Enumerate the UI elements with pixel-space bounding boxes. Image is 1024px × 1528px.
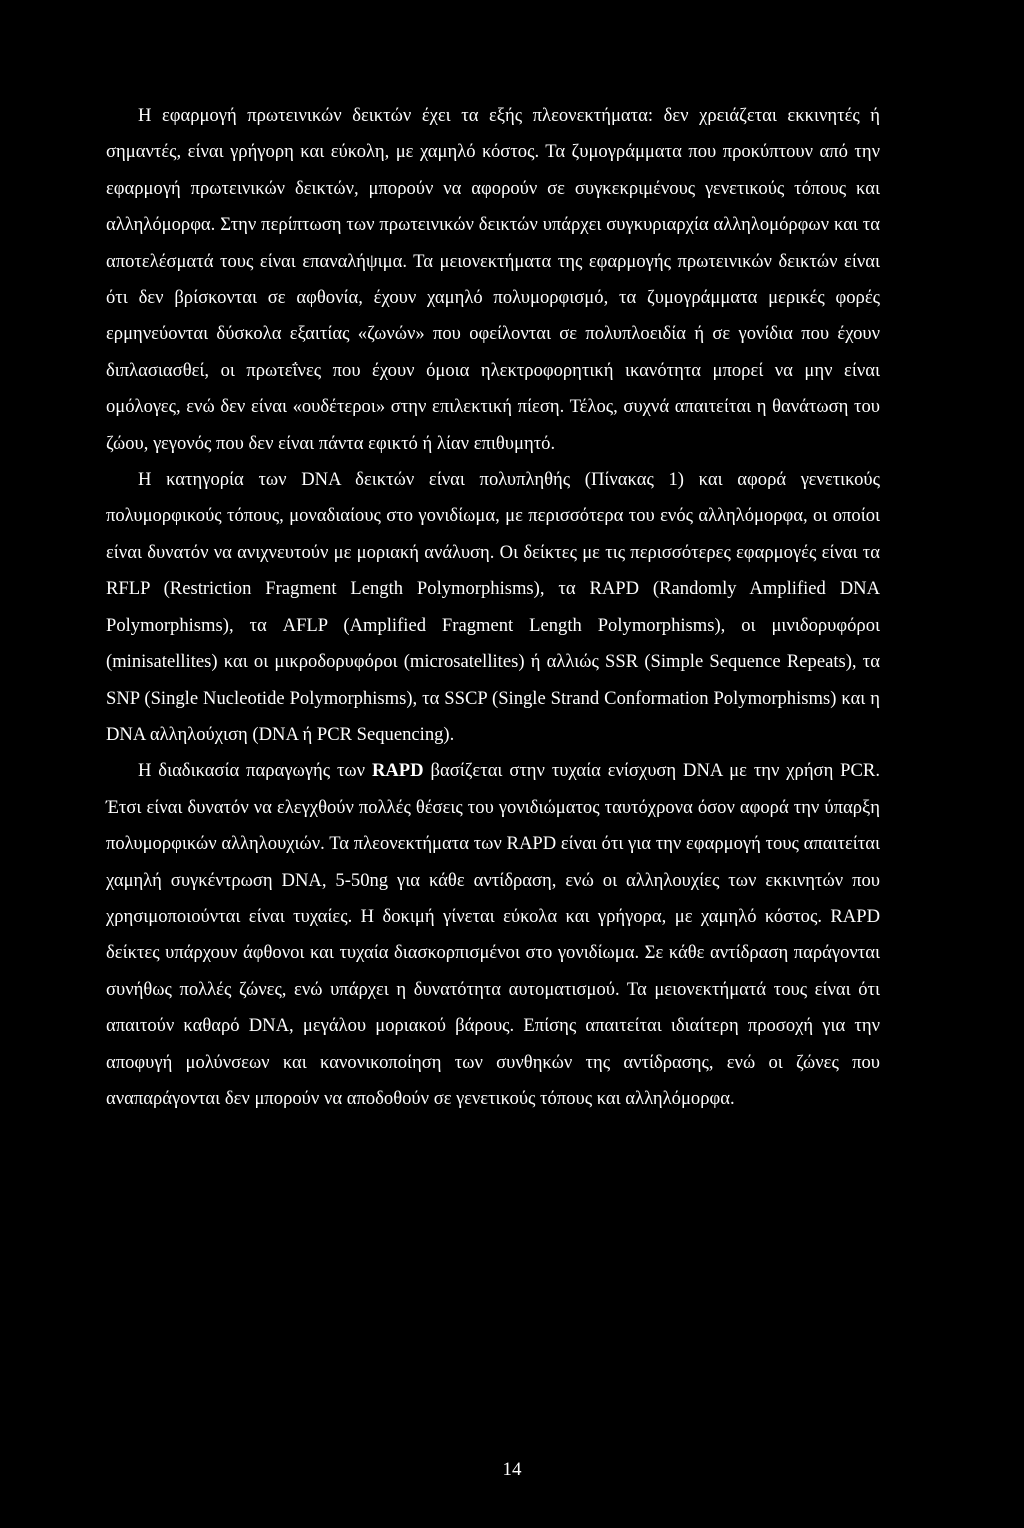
paragraph-protein-markers: Η εφαρμογή πρωτεινικών δεικτών έχει τα εξής πλεονεκτήματα: δεν χρειάζεται εκκινητές ή σημαντές, είναι γρήγορη και εύκολη, με χαμηλό κόστος. Τα ζυμογράμματα που προκύπτουν από την εφαρμογή πρωτεινικών δεικτών, μπορούν να αφορούν σε συγκεκριμένους γενετικούς τόπους και αλληλόμορφα. Στην περίπτωση των πρωτεινικών δεικτών υπάρχει συγκυριαρχία αλληλομόρφων και τα αποτελέσματά τους είναι επαναλήψιμα. Τα μειονεκτήματα της εφαρμογής πρωτεινικών δεικτών είναι ότι δεν βρίσκονται σε αφθονία, έχουν χαμηλό πολυμορφισμό, τα ζυμογράμματα μερικές φορές ερμηνεύονται δύσκολα εξαιτίας «ζωνών» που οφείλονται σε πολυπλοειδία ή σε γονίδια που έχουν διπλασιασθεί, οι πρωτεΐνες που έχουν όμοια ηλεκτροφορητική ικανότητα μπορεί να μην είναι ομόλογες, ενώ δεν είναι «ουδέτεροι» στην επιλεκτική πίεση. Τέλος, συχνά απαιτείται η θανάτωση του ζώου, γεγονός που δεν είναι πάντα εφικτό ή λίαν επιθυμητό. [106, 105, 880, 454]
rapd-intro-text: Η διαδικασία παραγωγής των [138, 760, 372, 782]
page-number: 14 [502, 1459, 522, 1480]
document-body [106, 98, 880, 1117]
paragraph-dna-markers: Η κατηγορία των DNA δεικτών είναι πολυπληθής (Πίνακας 1) και αφορά γενετικούς πολυμορφικούς τόπους, μοναδιαίους στο γονιδίωμα, με περισσότερα του ενός αλληλόμορφα, οι οποίοι είναι δυνατόν να ανιχνευτούν με μοριακή ανάλυση. Οι δείκτες με τις περισσότερες εφαρμογές είναι τα RFLP (Restriction Fragment Length Polymorphisms), τα RAPD (Randomly Amplified DNA Polymorphisms), τα AFLP (Amplified Fragment Length Polymorphisms), οι μινιδορυφόροι (minisatellites) και οι μικροδορυφόροι (microsatellites) ή αλλιώς SSR (Simple Sequence Repeats), τα SNP (Single Nucleotide Polymorphisms), τα SSCP (Single Strand Conformation Polymorphisms) και η DNA αλληλούχιση (DNA ή PCR Sequencing). [106, 469, 880, 745]
rapd-bold-term: RAPD [371, 760, 424, 782]
paragraph-rapd [106, 753, 880, 1117]
rapd-body-text: βασίζεται στην τυχαία ενίσχυση DNA με την χρήση PCR. Έτσι είναι δυνατόν να ελεγχθούν πολλές θέσεις του γονιδιώματος ταυτόχρονα όσον αφορά την ύπαρξη πολυμορφικών αλληλουχιών. Τα πλεονεκτήματα των RAPD είναι ότι για την εφαρμογή τους απαιτείται χαμηλή συγκέντρωση DNA, 5-50ng για κάθε αντίδραση, ενώ οι αλληλουχίες των εκκινητών που χρησιμοποιούνται είναι τυχαίες. Η δοκιμή γίνεται εύκολα και γρήγορα, με χαμηλό κόστος. RAPD δείκτες υπάρχουν άφθονοι και τυχαία διασκορπισμένοι στο γονιδίωμα. Σε κάθε αντίδραση παράγονται συνήθως πολλές ζώνες, ενώ υπάρχει η δυνατότητα αυτοματισμού. Τα μειονεκτήματά τους είναι ότι απαιτούν καθαρό DNA, μεγάλου μοριακού βάρους. Επίσης απαιτείται ιδιαίτερη προσοχή για την αποφυγή μολύνσεων και κανονικοποίηση των συνθηκών της αντίδρασης, ενώ οι ζώνες που αναπαράγονται δεν μπορούν να αποδοθούν σε γενετικούς τόπους και αλληλόμορφα. [106, 760, 880, 1109]
